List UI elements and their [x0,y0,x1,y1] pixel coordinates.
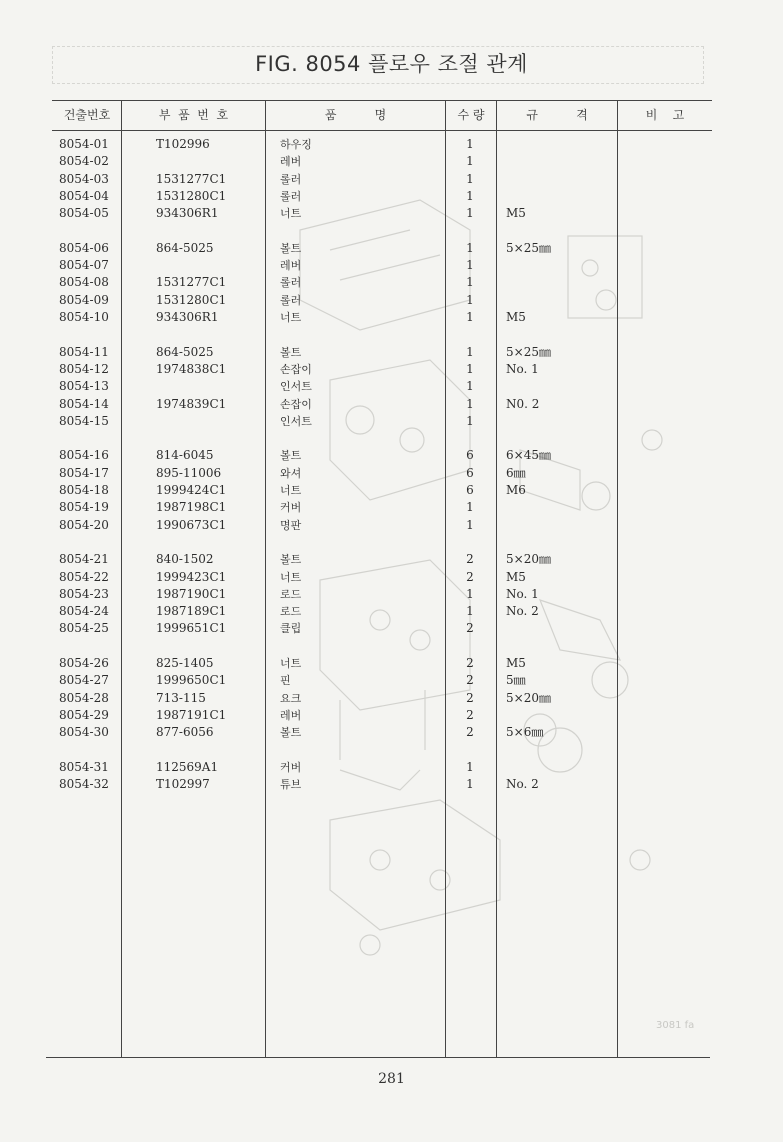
row-part-number: 1531280C1 [156,292,227,307]
row-part-name: 인서트 [280,380,312,394]
row-quantity: 2 [466,725,474,740]
table-row [0,136,783,153]
row-part-number: 112569A1 [156,759,219,774]
row-part-name: 튜브 [280,778,302,792]
table-row [0,361,783,378]
row-part-name: 롤러 [280,293,302,307]
row-quantity: 2 [466,621,474,636]
row-part-name: 볼트 [280,345,302,359]
corner-mark: 3081 fa [656,1020,695,1031]
row-part-number: 1974838C1 [156,361,227,376]
row-part-name: 볼트 [280,553,302,567]
row-part-name: 레버 [280,259,302,273]
row-spec: No. 1 [506,361,539,376]
row-number: 8054-11 [59,344,109,359]
row-number: 8054-30 [59,725,109,740]
row-number: 8054-15 [59,413,109,428]
header-part-name: 품 명 [324,108,387,122]
row-quantity: 2 [466,707,474,722]
row-part-number: 1531280C1 [156,188,227,203]
page-number: 281 [378,1071,405,1087]
row-number: 8054-16 [59,448,109,463]
table-row [0,655,783,672]
table-row [0,153,783,170]
header-part-number: 부 품 번 호 [158,108,229,122]
row-quantity: 1 [466,258,474,273]
table-row [0,257,783,274]
row-number: 8054-05 [59,206,109,221]
row-number: 8054-24 [59,604,109,619]
row-number: 8054-19 [59,500,109,515]
row-part-name: 손잡이 [280,362,312,376]
row-part-name: 커버 [280,760,302,774]
row-part-name: 롤러 [280,189,302,203]
row-spec: No. 2 [506,777,539,792]
row-part-number: 1987198C1 [156,500,227,515]
row-part-name: 너트 [280,570,302,584]
table-row [0,205,783,222]
row-number: 8054-17 [59,465,109,480]
table-row [0,517,783,534]
row-spec: 5×20㎜ [506,552,551,567]
table-row [0,620,783,637]
row-part-number: 934306R1 [156,310,219,324]
table-row [0,292,783,309]
row-quantity: 1 [466,361,474,376]
row-quantity: 1 [466,154,474,169]
row-spec: 5×25㎜ [506,344,551,359]
row-number: 8054-21 [59,552,109,567]
row-quantity: 1 [466,396,474,411]
row-number: 8054-08 [59,275,109,290]
row-quantity: 1 [466,137,474,151]
row-part-number: 1987189C1 [156,604,227,619]
row-part-name: 인서트 [280,414,312,428]
row-number: 8054-29 [59,707,109,722]
row-number: 8054-28 [59,690,109,705]
row-number: 8054-07 [59,258,109,273]
row-part-name: 와셔 [280,466,302,480]
row-number: 8054-18 [59,483,109,497]
row-part-name: 레버 [280,155,302,169]
table-row [0,378,783,395]
table-row [0,569,783,586]
row-quantity: 2 [466,690,474,705]
row-quantity: 1 [466,275,474,290]
row-part-number: T102996 [156,137,210,151]
row-part-name: 명판 [280,518,302,532]
header-quantity: 수 량 [457,108,485,122]
row-number: 8054-25 [59,621,109,636]
row-number: 8054-13 [59,379,109,394]
row-part-name: 너트 [280,311,302,324]
row-number: 8054-32 [59,777,109,792]
page-title: FIG. 8054 플로우 조절 관계 [255,52,528,76]
row-quantity: 1 [466,759,474,774]
row-quantity: 1 [466,586,474,601]
row-part-name: 볼트 [280,241,302,255]
row-part-name: 너트 [280,484,302,497]
row-spec: 5㎜ [506,673,526,688]
row-number: 8054-12 [59,361,109,376]
row-number: 8054-14 [59,396,109,411]
row-quantity: 1 [466,171,474,186]
row-number: 8054-09 [59,292,109,307]
row-part-name: 핀 [280,674,291,688]
row-part-name: 너트 [280,207,302,221]
row-spec: No. 2 [506,604,539,619]
row-quantity: 6 [466,448,474,463]
row-part-name: 클립 [280,622,302,636]
table-row [0,465,783,482]
row-spec: M6 [506,483,526,497]
table-top-rule [52,100,712,101]
row-number: 8054-01 [59,137,109,151]
row-quantity: 1 [466,188,474,203]
table-row [0,603,783,620]
row-part-number: 895-11006 [156,465,222,480]
table-bottom-rule [46,1057,710,1058]
row-spec: No. 1 [506,586,539,601]
table-row [0,551,783,568]
row-part-name: 요크 [280,691,302,705]
row-quantity: 1 [466,310,474,324]
table-row [0,309,783,326]
row-quantity: 1 [466,777,474,792]
row-part-number: 877-6056 [156,725,214,740]
row-number: 8054-02 [59,154,109,169]
row-spec: M5 [506,310,526,324]
row-part-name: 롤러 [280,276,302,290]
row-part-number: 864-5025 [156,240,214,255]
table-row [0,171,783,188]
row-spec: 5×25㎜ [506,240,551,255]
row-spec: M5 [506,569,526,584]
table-row [0,499,783,516]
row-spec: 5×20㎜ [506,690,551,705]
row-spec: M5 [506,656,526,670]
row-part-name: 너트 [280,657,302,670]
row-number: 8054-22 [59,569,109,584]
header-spec: 규 격 [526,108,588,122]
row-number: 8054-31 [59,759,109,774]
row-part-number: 840-1502 [156,552,214,567]
table-row [0,396,783,413]
header-remark: 비 고 [645,108,685,122]
row-number: 8054-26 [59,656,109,670]
row-number: 8054-04 [59,188,109,203]
row-number: 8054-03 [59,171,109,186]
row-part-number: 1987190C1 [156,586,227,601]
table-row [0,274,783,291]
row-quantity: 1 [466,206,474,221]
row-part-number: 934306R1 [156,206,219,221]
row-part-name: 로드 [280,605,302,619]
row-quantity: 1 [466,292,474,307]
table-row [0,447,783,464]
table-row [0,586,783,603]
row-part-name: 손잡이 [280,397,312,411]
table-row [0,759,783,776]
row-part-number: 1999424C1 [156,483,227,497]
row-part-number: T102997 [156,777,210,792]
row-quantity: 1 [466,240,474,255]
table-row [0,707,783,724]
row-quantity: 2 [466,656,474,670]
table-row [0,776,783,793]
row-part-number: 1531277C1 [156,275,227,290]
row-part-number: 713-115 [156,690,206,705]
table-row [0,240,783,257]
row-quantity: 1 [466,604,474,619]
row-quantity: 1 [466,517,474,532]
row-part-number: 1999423C1 [156,569,227,584]
row-part-number: 1531277C1 [156,171,227,186]
row-quantity: 1 [466,344,474,359]
row-part-number: 1999650C1 [156,673,227,688]
row-spec: 6×45㎜ [506,448,551,463]
row-quantity: 1 [466,413,474,428]
row-part-number: 1999651C1 [156,621,227,636]
row-quantity: 2 [466,673,474,688]
row-part-name: 롤러 [280,172,302,186]
row-part-number: 825-1405 [156,656,214,670]
row-part-name: 볼트 [280,726,302,740]
row-part-name: 커버 [280,501,302,515]
row-number: 8054-20 [59,517,109,532]
row-quantity: 1 [466,500,474,515]
row-part-name: 하우징 [280,138,312,151]
row-part-number: 1990673C1 [156,517,227,532]
table-row [0,482,783,499]
row-part-number: 1974839C1 [156,396,227,411]
header-number: 건출번호 [63,108,111,122]
row-quantity: 6 [466,465,474,480]
row-quantity: 1 [466,379,474,394]
row-quantity: 6 [466,483,474,497]
table-header-rule [52,130,712,131]
table-row [0,690,783,707]
table-row [0,413,783,430]
row-number: 8054-06 [59,240,109,255]
row-number: 8054-27 [59,673,109,688]
row-quantity: 2 [466,569,474,584]
row-spec: 5×6㎜ [506,725,544,740]
table-row [0,724,783,741]
row-part-name: 로드 [280,587,302,601]
row-spec: M5 [506,206,526,221]
table-row [0,672,783,689]
row-part-number: 864-5025 [156,344,214,359]
row-number: 8054-23 [59,586,109,601]
row-quantity: 2 [466,552,474,567]
row-spec: 6㎜ [506,465,526,480]
table-row [0,344,783,361]
row-part-name: 레버 [280,708,302,722]
row-part-number: 814-6045 [156,448,214,463]
row-part-name: 볼트 [280,449,302,463]
row-number: 8054-10 [59,310,109,324]
table-row [0,188,783,205]
row-spec: N0. 2 [506,396,540,411]
row-part-number: 1987191C1 [156,707,227,722]
